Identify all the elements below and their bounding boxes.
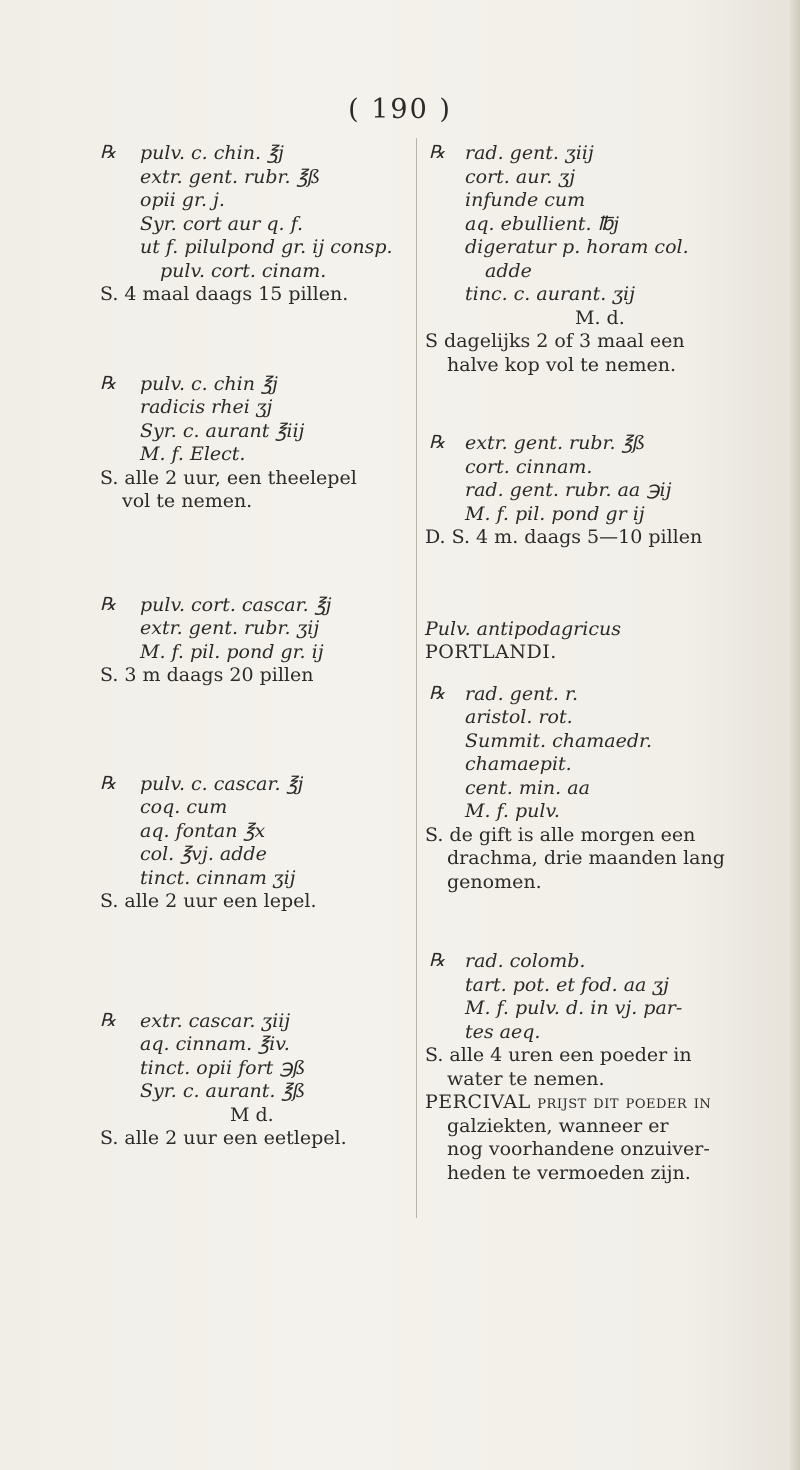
rx-symbol: ℞ bbox=[100, 142, 117, 163]
ingredient-line: opii gr. j. bbox=[140, 189, 225, 211]
ingredient-line: M. f. pulv. d. in vj. par- bbox=[465, 997, 683, 1019]
signature-line: D. S. 4 m. daags 5—10 pillen bbox=[425, 526, 703, 548]
ingredient-line: infunde cum bbox=[465, 189, 586, 211]
ingredient-line: tart. pot. et fod. aa ʒj bbox=[465, 973, 670, 996]
rx-symbol: ℞ bbox=[100, 772, 117, 794]
signature-line: S. alle 2 uur een lepel. bbox=[100, 890, 317, 912]
ingredient-line: coq. cum bbox=[140, 796, 228, 818]
signature-line: S. de gift is alle morgen een bbox=[425, 823, 696, 846]
ingredient-line: rad. colomb. bbox=[465, 950, 586, 972]
ingredient-line: aristol. rot. bbox=[465, 706, 573, 728]
signature-line: halve kop vol te nemen. bbox=[447, 353, 677, 376]
ingredient-line: M. d. bbox=[575, 306, 625, 329]
ingredient-line: tinct. opii fort ℈ß bbox=[140, 1056, 306, 1079]
ingredient-line: M. f. pil. pond gr ij bbox=[465, 502, 645, 525]
ingredient-line: ut f. pilulpond gr. ij consp. bbox=[140, 236, 393, 258]
recipe bbox=[100, 773, 405, 914]
recipe bbox=[425, 432, 765, 550]
ingredient-line: pulv. cort. cascar. ℥j bbox=[140, 593, 332, 616]
ingredient-line: pulv. c. cascar. ℥j bbox=[140, 772, 304, 795]
ingredient-line: aq. fontan ℥x bbox=[140, 819, 266, 842]
recipe bbox=[425, 142, 765, 377]
ingredient-line: rad. gent. rubr. aa ℈ij bbox=[465, 479, 672, 501]
ingredient-line: extr. gent. rubr. ℥ß bbox=[140, 165, 321, 188]
ingredient-line: digeratur p. horam col. bbox=[465, 236, 689, 258]
ingredient-line: tes aeq. bbox=[465, 1020, 541, 1043]
ingredient-line: M. f. Elect. bbox=[140, 443, 246, 465]
ingredient-line: Syr. c. aurant ℥iij bbox=[140, 419, 305, 442]
ingredient-line: extr. cascar. ʒiij bbox=[140, 1009, 291, 1032]
signature-line: S. alle 4 uren een poeder in bbox=[425, 1044, 692, 1066]
ingredient-line: radicis rhei ʒj bbox=[140, 396, 273, 418]
rx-symbol: ℞ bbox=[100, 1009, 117, 1031]
rx-symbol: ℞ bbox=[429, 950, 446, 971]
rx-symbol: ℞ bbox=[429, 682, 446, 704]
recipe bbox=[100, 1010, 405, 1151]
signature-line: S. alle 2 uur een eetlepel. bbox=[100, 1127, 347, 1149]
signature-line: heden te vermoeden zijn. bbox=[447, 1161, 691, 1184]
ingredient-line: aq. ebullient. ℔j bbox=[465, 212, 620, 235]
ingredient-line: aq. cinnam. ℥iv. bbox=[140, 1033, 290, 1055]
column-divider bbox=[416, 138, 417, 1218]
signature-line: water te nemen. bbox=[447, 1067, 605, 1090]
signature-line: S. 4 maal daags 15 pillen. bbox=[100, 283, 349, 305]
ingredient-line: extr. gent. rubr. ʒij bbox=[140, 617, 320, 639]
recipe-title: PORTLANDI. bbox=[425, 641, 557, 663]
ingredient-line: pulv. c. chin ℥j bbox=[140, 372, 278, 395]
right-column bbox=[425, 142, 765, 1185]
recipe bbox=[100, 142, 405, 307]
signature-line: genomen. bbox=[447, 870, 542, 893]
ingredient-line: extr. gent. rubr. ℥ß bbox=[465, 432, 646, 454]
ingredient-line: M d. bbox=[230, 1103, 274, 1126]
ingredient-line: pulv. cort. cinam. bbox=[160, 259, 327, 282]
signature-line: S. alle 2 uur, een theelepel bbox=[100, 466, 357, 489]
recipe bbox=[425, 950, 765, 1185]
recipe bbox=[425, 618, 765, 895]
ingredient-line: adde bbox=[485, 259, 532, 282]
signature-line: galziekten, wanneer er bbox=[447, 1114, 669, 1137]
ingredient-line: chamaepit. bbox=[465, 753, 572, 775]
signature-line: S dagelijks 2 of 3 maal een bbox=[425, 330, 685, 352]
ingredient-line: pulv. c. chin. ℥j bbox=[140, 142, 284, 164]
signature-line: vol te nemen. bbox=[122, 490, 253, 512]
ingredient-line: tinc. c. aurant. ʒij bbox=[465, 283, 636, 305]
ingredient-line: col. ℥vj. adde bbox=[140, 843, 267, 865]
ingredient-line: M. f. pulv. bbox=[465, 800, 560, 822]
recipe bbox=[100, 594, 405, 688]
left-column bbox=[100, 142, 405, 1151]
rx-symbol: ℞ bbox=[100, 593, 117, 615]
signature-line: S. 3 m daags 20 pillen bbox=[100, 664, 314, 686]
rx-symbol: ℞ bbox=[429, 142, 446, 163]
ingredient-line: Syr. c. aurant. ℥ß bbox=[140, 1080, 306, 1102]
recipe bbox=[100, 373, 405, 514]
ingredient-line: cort. aur. ʒj bbox=[465, 165, 576, 188]
ingredient-line: rad. gent. r. bbox=[465, 682, 579, 705]
ingredient-line: cent. min. aa bbox=[465, 776, 590, 799]
ingredient-line: M. f. pil. pond gr. ij bbox=[140, 640, 324, 663]
signature-line: drachma, drie maanden lang bbox=[447, 847, 725, 869]
ingredient-line: Summit. chamaedr. bbox=[465, 729, 653, 752]
rx-symbol: ℞ bbox=[100, 372, 117, 394]
page-edge bbox=[790, 0, 800, 1470]
signature-line: PERCIVAL prijst dit poeder in bbox=[425, 1091, 712, 1113]
rx-symbol: ℞ bbox=[429, 432, 446, 453]
signature-line: nog voorhandene onzuiver- bbox=[447, 1138, 710, 1160]
ingredient-line: tinct. cinnam ʒij bbox=[140, 866, 296, 889]
ingredient-line: cort. cinnam. bbox=[465, 455, 593, 478]
ingredient-line: Syr. cort aur q. f. bbox=[140, 212, 303, 235]
recipe-title: Pulv. antipodagricus bbox=[425, 617, 621, 640]
page-number: ( 190 ) bbox=[348, 94, 452, 125]
ingredient-line: rad. gent. ʒiij bbox=[465, 142, 594, 164]
